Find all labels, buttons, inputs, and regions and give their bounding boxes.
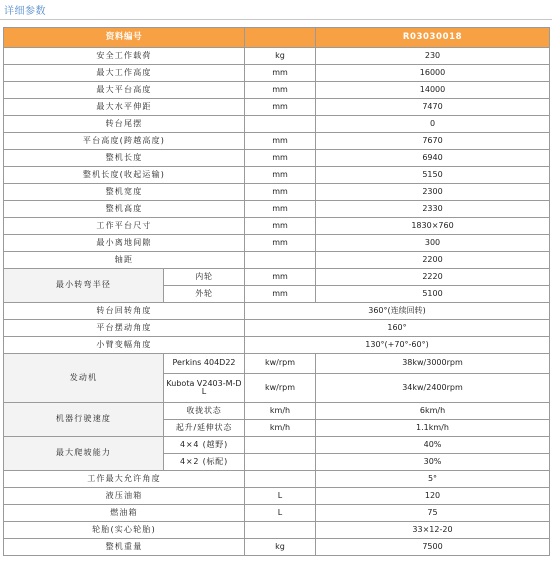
row-label: 轮胎(实心轮胎) [4, 522, 245, 539]
row-sublabel: Perkins 404D22 [164, 354, 245, 374]
row-value: 6km/h [316, 403, 550, 420]
table-row [4, 505, 550, 522]
row-sublabel: 4×2 (标配) [164, 454, 245, 471]
row-unit: L [245, 505, 316, 522]
row-label: 转台尾摆 [4, 116, 245, 133]
row-unit: kg [245, 48, 316, 65]
table-row [4, 167, 550, 184]
row-value: 40% [316, 437, 550, 454]
table-row [4, 437, 550, 454]
group-label-travel-speed: 机器行驶速度 [4, 403, 164, 437]
table-row [4, 82, 550, 99]
row-value: 75 [316, 505, 550, 522]
table-row [4, 252, 550, 269]
row-sublabel: 内轮 [164, 269, 245, 286]
group-label-turning-radius: 最小转弯半径 [4, 269, 164, 303]
row-value: 1.1km/h [316, 420, 550, 437]
row-value: 230 [316, 48, 550, 65]
table-row [4, 201, 550, 218]
row-unit: mm [245, 184, 316, 201]
row-sublabel: Kubota V2403-M-DL [164, 374, 245, 403]
row-value: 5° [316, 471, 550, 488]
table-row [4, 471, 550, 488]
table-row [4, 539, 550, 556]
row-unit: mm [245, 269, 316, 286]
row-value: 16000 [316, 65, 550, 82]
table-row [4, 116, 550, 133]
row-label: 轴距 [4, 252, 245, 269]
row-unit: km/h [245, 420, 316, 437]
table-row [4, 403, 550, 420]
row-unit: mm [245, 99, 316, 116]
row-value: 30% [316, 454, 550, 471]
table-row [4, 184, 550, 201]
table-row [4, 235, 550, 252]
row-unit: mm [245, 65, 316, 82]
header-label: 资料编号 [4, 28, 245, 48]
header-row [4, 28, 550, 48]
spec-table [3, 27, 550, 556]
table-row [4, 522, 550, 539]
row-value: 7500 [316, 539, 550, 556]
row-unit [245, 116, 316, 133]
table-row [4, 320, 550, 337]
row-value: 6940 [316, 150, 550, 167]
row-value: 5100 [316, 286, 550, 303]
row-label: 最小离地间隙 [4, 235, 245, 252]
row-label: 最大水平伸距 [4, 99, 245, 116]
row-value: 5150 [316, 167, 550, 184]
row-label: 安全工作载荷 [4, 48, 245, 65]
row-sublabel: 收拢状态 [164, 403, 245, 420]
row-label: 工作最大允许角度 [4, 471, 245, 488]
row-value: 2200 [316, 252, 550, 269]
row-value: 34kw/2400rpm [316, 374, 550, 403]
table-row [4, 337, 550, 354]
table-row [4, 269, 550, 286]
row-label: 最大工作高度 [4, 65, 245, 82]
row-label: 小臂变幅角度 [4, 337, 245, 354]
row-label: 平台摆动角度 [4, 320, 245, 337]
row-value: 300 [316, 235, 550, 252]
row-unit: mm [245, 133, 316, 150]
table-row [4, 488, 550, 505]
row-value: 7670 [316, 133, 550, 150]
group-label-engine: 发动机 [4, 354, 164, 403]
row-value: 38kw/3000rpm [316, 354, 550, 374]
row-unit: kw/rpm [245, 354, 316, 374]
row-value: 33×12-20 [316, 522, 550, 539]
header-unit-cell [245, 28, 316, 48]
row-sublabel: 4×4 (越野) [164, 437, 245, 454]
row-value: 120 [316, 488, 550, 505]
row-value: 2220 [316, 269, 550, 286]
header-value: R03030018 [316, 28, 550, 48]
row-unit [245, 471, 316, 488]
table-row [4, 133, 550, 150]
table-row [4, 99, 550, 116]
row-unit [245, 437, 316, 454]
row-unit: mm [245, 286, 316, 303]
row-value: 2300 [316, 184, 550, 201]
table-row [4, 48, 550, 65]
row-value: 1830×760 [316, 218, 550, 235]
row-value: 160° [245, 320, 550, 337]
row-value: 2330 [316, 201, 550, 218]
row-unit: mm [245, 235, 316, 252]
row-sublabel: 外轮 [164, 286, 245, 303]
row-unit [245, 252, 316, 269]
row-label: 整机高度 [4, 201, 245, 218]
row-value: 360°(连续回转) [245, 303, 550, 320]
row-value: 7470 [316, 99, 550, 116]
row-unit: mm [245, 167, 316, 184]
row-unit: km/h [245, 403, 316, 420]
row-label: 整机宽度 [4, 184, 245, 201]
row-label: 整机长度(收起运输) [4, 167, 245, 184]
row-label: 工作平台尺寸 [4, 218, 245, 235]
table-row [4, 354, 550, 374]
row-unit: mm [245, 150, 316, 167]
row-label: 最大平台高度 [4, 82, 245, 99]
row-label: 液压油箱 [4, 488, 245, 505]
table-row [4, 218, 550, 235]
group-label-gradeability: 最大爬坡能力 [4, 437, 164, 471]
row-label: 整机长度 [4, 150, 245, 167]
row-unit: L [245, 488, 316, 505]
row-label: 平台高度(跨越高度) [4, 133, 245, 150]
row-value: 14000 [316, 82, 550, 99]
row-sublabel: 起升/延伸状态 [164, 420, 245, 437]
row-value: 0 [316, 116, 550, 133]
row-unit: kg [245, 539, 316, 556]
row-label: 整机重量 [4, 539, 245, 556]
table-row [4, 303, 550, 320]
row-unit [245, 522, 316, 539]
title-divider [0, 19, 552, 20]
row-unit [245, 454, 316, 471]
row-unit: mm [245, 218, 316, 235]
row-unit: mm [245, 82, 316, 99]
row-value: 130°(+70°-60°) [245, 337, 550, 354]
section-title: 详细参数 [4, 6, 46, 17]
row-unit: kw/rpm [245, 374, 316, 403]
row-label: 燃油箱 [4, 505, 245, 522]
row-label: 转台回转角度 [4, 303, 245, 320]
table-row [4, 150, 550, 167]
table-row [4, 65, 550, 82]
row-unit: mm [245, 201, 316, 218]
